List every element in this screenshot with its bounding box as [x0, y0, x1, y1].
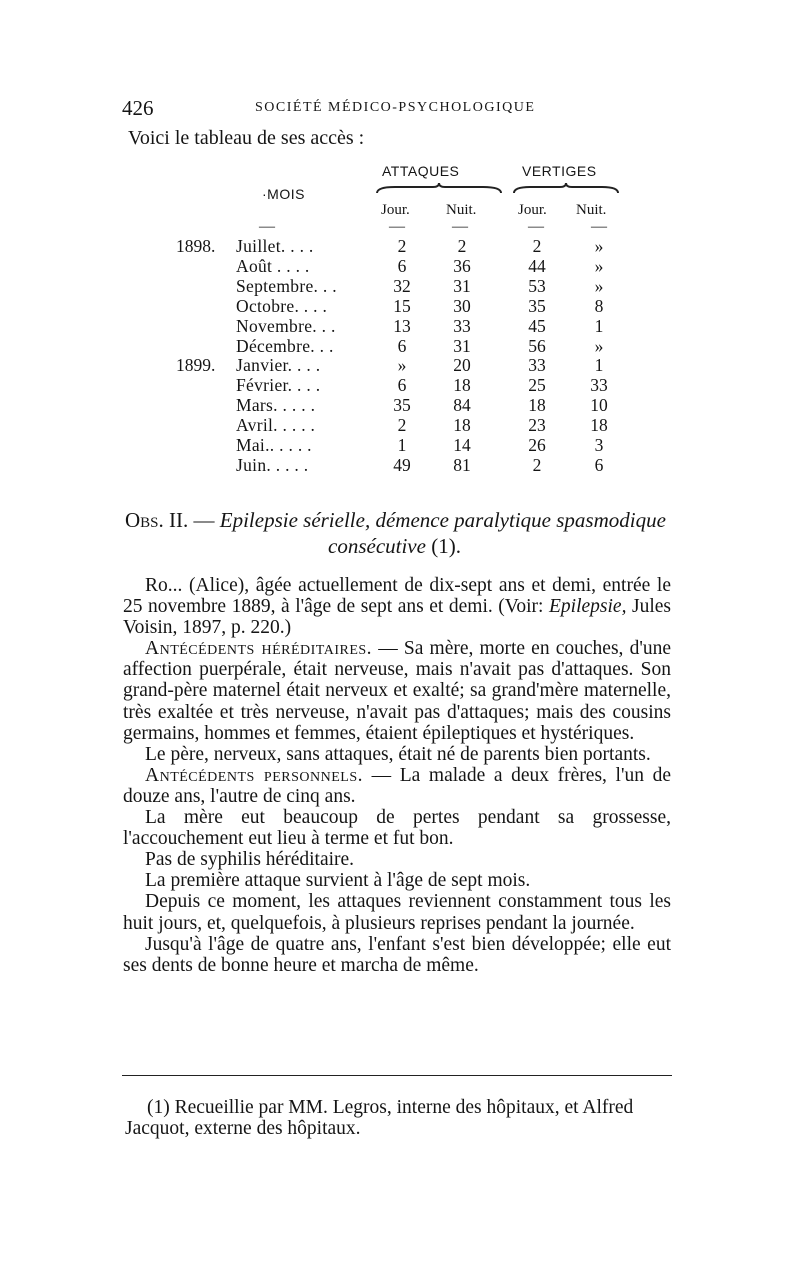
cell-vertiges-nuit: 3 [594, 435, 604, 455]
footnote-text: (1) Recueillie par MM. Legros, interne des hôpitaux, et Alfred Jacquot, externe des hôpitaux. [125, 1097, 634, 1139]
row-month: Janvier. . . . [236, 355, 321, 376]
cell-vertiges-nuit: » [594, 335, 604, 356]
row-month: Novembre. . . [236, 315, 336, 336]
cell-attaques-jour: » [397, 355, 407, 376]
cell-vertiges-jour: 35 [528, 295, 546, 316]
cell-attaques-jour: 6 [397, 255, 407, 276]
cell-attaques-jour: 35 [393, 395, 411, 416]
paragraph-development: Jusqu'à l'âge de quatre ans, l'enfant s'est bien développée; elle eut ses dents de bonne heure et marcha de même. [123, 933, 671, 976]
cell-attaques-nuit: 81 [453, 454, 471, 475]
cell-attaques-jour: 49 [393, 454, 411, 475]
cell-vertiges-jour: 2 [532, 454, 542, 475]
paragraph-patient [123, 575, 671, 638]
cell-attaques-nuit: 2 [457, 236, 467, 256]
observation-title [125, 508, 666, 533]
cell-vertiges-nuit: 33 [590, 375, 608, 396]
row-year: 1898. [176, 236, 216, 256]
obs-label: Obs. II. [125, 508, 189, 532]
dash-attaques-jour: — [389, 218, 405, 235]
footnote-rule [122, 1075, 672, 1076]
cell-attaques-nuit: 31 [453, 275, 471, 296]
cell-vertiges-nuit: 18 [590, 415, 608, 436]
dash-mois: — [259, 218, 275, 235]
cell-attaques-nuit: 36 [453, 255, 471, 276]
row-month: Octobre. . . . [236, 295, 328, 316]
paragraph-personal [123, 765, 671, 807]
cell-attaques-jour: 6 [397, 375, 407, 396]
cell-attaques-nuit: 14 [453, 435, 471, 455]
page-number: 426 [122, 96, 154, 120]
cell-vertiges-nuit: 1 [594, 355, 604, 376]
p2-text: — Sa mère, morte en couches, d'une affection puerpérale, était nerveuse, mais n'avait pas d'attaques. Son grand-père maternel était nerveux et exalté; sa grand'mère maternelle, très exaltée et très nerveuse, n'avait pas d'attaques; mais des cousins germains, hommes et femmes, étaient épileptiques et hystériques. [123, 638, 672, 744]
cell-vertiges-jour: 25 [528, 375, 546, 396]
cell-attaques-jour: 13 [393, 315, 411, 336]
obs-title-line2: consécutive [328, 534, 426, 558]
cell-attaques-nuit: 31 [453, 335, 471, 356]
p4-text: — La malade a deux frères, l'un de douze ans, l'autre de cinq ans. [123, 764, 671, 807]
cell-attaques-jour: 15 [393, 295, 411, 316]
dash-vertiges-nuit: — [591, 218, 607, 235]
subhead-attaques-jour: Jour. [381, 202, 410, 218]
paragraph-father: Le père, nerveux, sans attaques, était né de parents bien portants. [145, 743, 651, 765]
p1-book-title: Epilepsie, [549, 596, 627, 618]
cell-vertiges-jour: 23 [528, 415, 546, 436]
cell-attaques-nuit: 18 [453, 415, 471, 436]
p2-heading: Antécédents héréditaires. [145, 638, 373, 660]
cell-attaques-nuit: 20 [453, 355, 471, 376]
paragraph-pregnancy: La mère eut beaucoup de pertes pendant sa grossesse, l'accouchement eut lieu à terme et fut bon. [123, 807, 671, 850]
cell-vertiges-nuit: 6 [594, 454, 604, 475]
subhead-vertiges-jour: Jour. [518, 202, 547, 218]
cell-vertiges-jour: 33 [528, 355, 546, 376]
row-month: Décembre. . . [236, 335, 334, 356]
paragraph-syphilis: Pas de syphilis héréditaire. [145, 849, 355, 871]
paragraph-first-attack: La première attaque survient à l'âge de sept mois. [145, 870, 531, 892]
paragraph-recurrence: Depuis ce moment, les attaques reviennent constamment tous les huit jours, et, quelquefois, à plusieurs reprises pendant la journée. [123, 891, 671, 934]
table-intro: Voici le tableau de ses accès : [128, 127, 365, 149]
body-text [123, 575, 671, 976]
cell-attaques-nuit: 33 [453, 315, 471, 336]
cell-attaques-jour: 32 [393, 275, 411, 296]
cell-attaques-jour: 1 [397, 435, 407, 455]
row-month: Août . . . . [236, 255, 310, 276]
cell-vertiges-nuit: 10 [590, 395, 608, 416]
vertiges-brace [512, 183, 620, 193]
cell-attaques-nuit: 30 [453, 295, 471, 316]
attaques-brace [375, 183, 503, 193]
p1-rest: Jules Voisin, 1897, p. 220.) [123, 596, 672, 639]
cell-attaques-nuit: 18 [453, 375, 471, 396]
row-month: Mai.. . . . . [236, 435, 312, 455]
obs-dash: — [188, 508, 220, 532]
observation-title-cont [328, 534, 461, 559]
running-title: SOCIÉTÉ MÉDICO-PSYCHOLOGIQUE [255, 100, 536, 115]
cell-vertiges-nuit: 1 [594, 315, 604, 336]
row-month: Septembre. . . [236, 275, 337, 296]
cell-vertiges-nuit: 8 [594, 295, 604, 316]
dash-vertiges-jour: — [528, 218, 544, 235]
paragraph-hereditary [123, 638, 671, 743]
cell-vertiges-jour: 56 [528, 335, 546, 356]
row-year: 1899. [176, 355, 216, 376]
cell-vertiges-jour: 18 [528, 395, 546, 416]
cell-attaques-jour: 2 [397, 236, 407, 256]
mois-header: ·MOIS [262, 186, 305, 202]
p1-text: Ro... (Alice), âgée actuellement de dix-sept ans et demi, entrée le 25 novembre 1889, à l'âge de sept ans et demi. (Voir: [123, 575, 671, 618]
cell-attaques-jour: 2 [397, 415, 407, 436]
p4-heading: Antécédents personnels. [145, 764, 363, 786]
group-header-vertiges: VERTIGES [522, 163, 597, 179]
footnote [125, 1097, 675, 1139]
dash-attaques-nuit: — [452, 218, 468, 235]
row-month: Juillet. . . . [236, 236, 314, 256]
cell-vertiges-jour: 45 [528, 315, 546, 336]
cell-vertiges-nuit: » [594, 275, 604, 296]
row-month: Juin. . . . . [236, 454, 309, 475]
cell-attaques-jour: 6 [397, 335, 407, 356]
row-month: Avril. . . . . [236, 415, 316, 436]
subhead-attaques-nuit: Nuit. [446, 202, 477, 218]
obs-footnote-ref: (1). [425, 534, 461, 558]
cell-vertiges-jour: 44 [528, 255, 546, 276]
cell-vertiges-nuit: » [594, 236, 604, 256]
cell-vertiges-nuit: » [594, 255, 604, 276]
cell-vertiges-jour: 2 [532, 236, 542, 256]
row-month: Février. . . . [236, 375, 321, 396]
cell-attaques-nuit: 84 [453, 395, 471, 416]
cell-vertiges-jour: 26 [528, 435, 546, 455]
cell-vertiges-jour: 53 [528, 275, 546, 296]
obs-title-line1: Epilepsie sérielle, démence paralytique spasmodique [219, 508, 666, 532]
group-header-attaques: ATTAQUES [382, 163, 460, 179]
subhead-vertiges-nuit: Nuit. [576, 202, 607, 218]
row-month: Mars. . . . . [236, 395, 316, 416]
